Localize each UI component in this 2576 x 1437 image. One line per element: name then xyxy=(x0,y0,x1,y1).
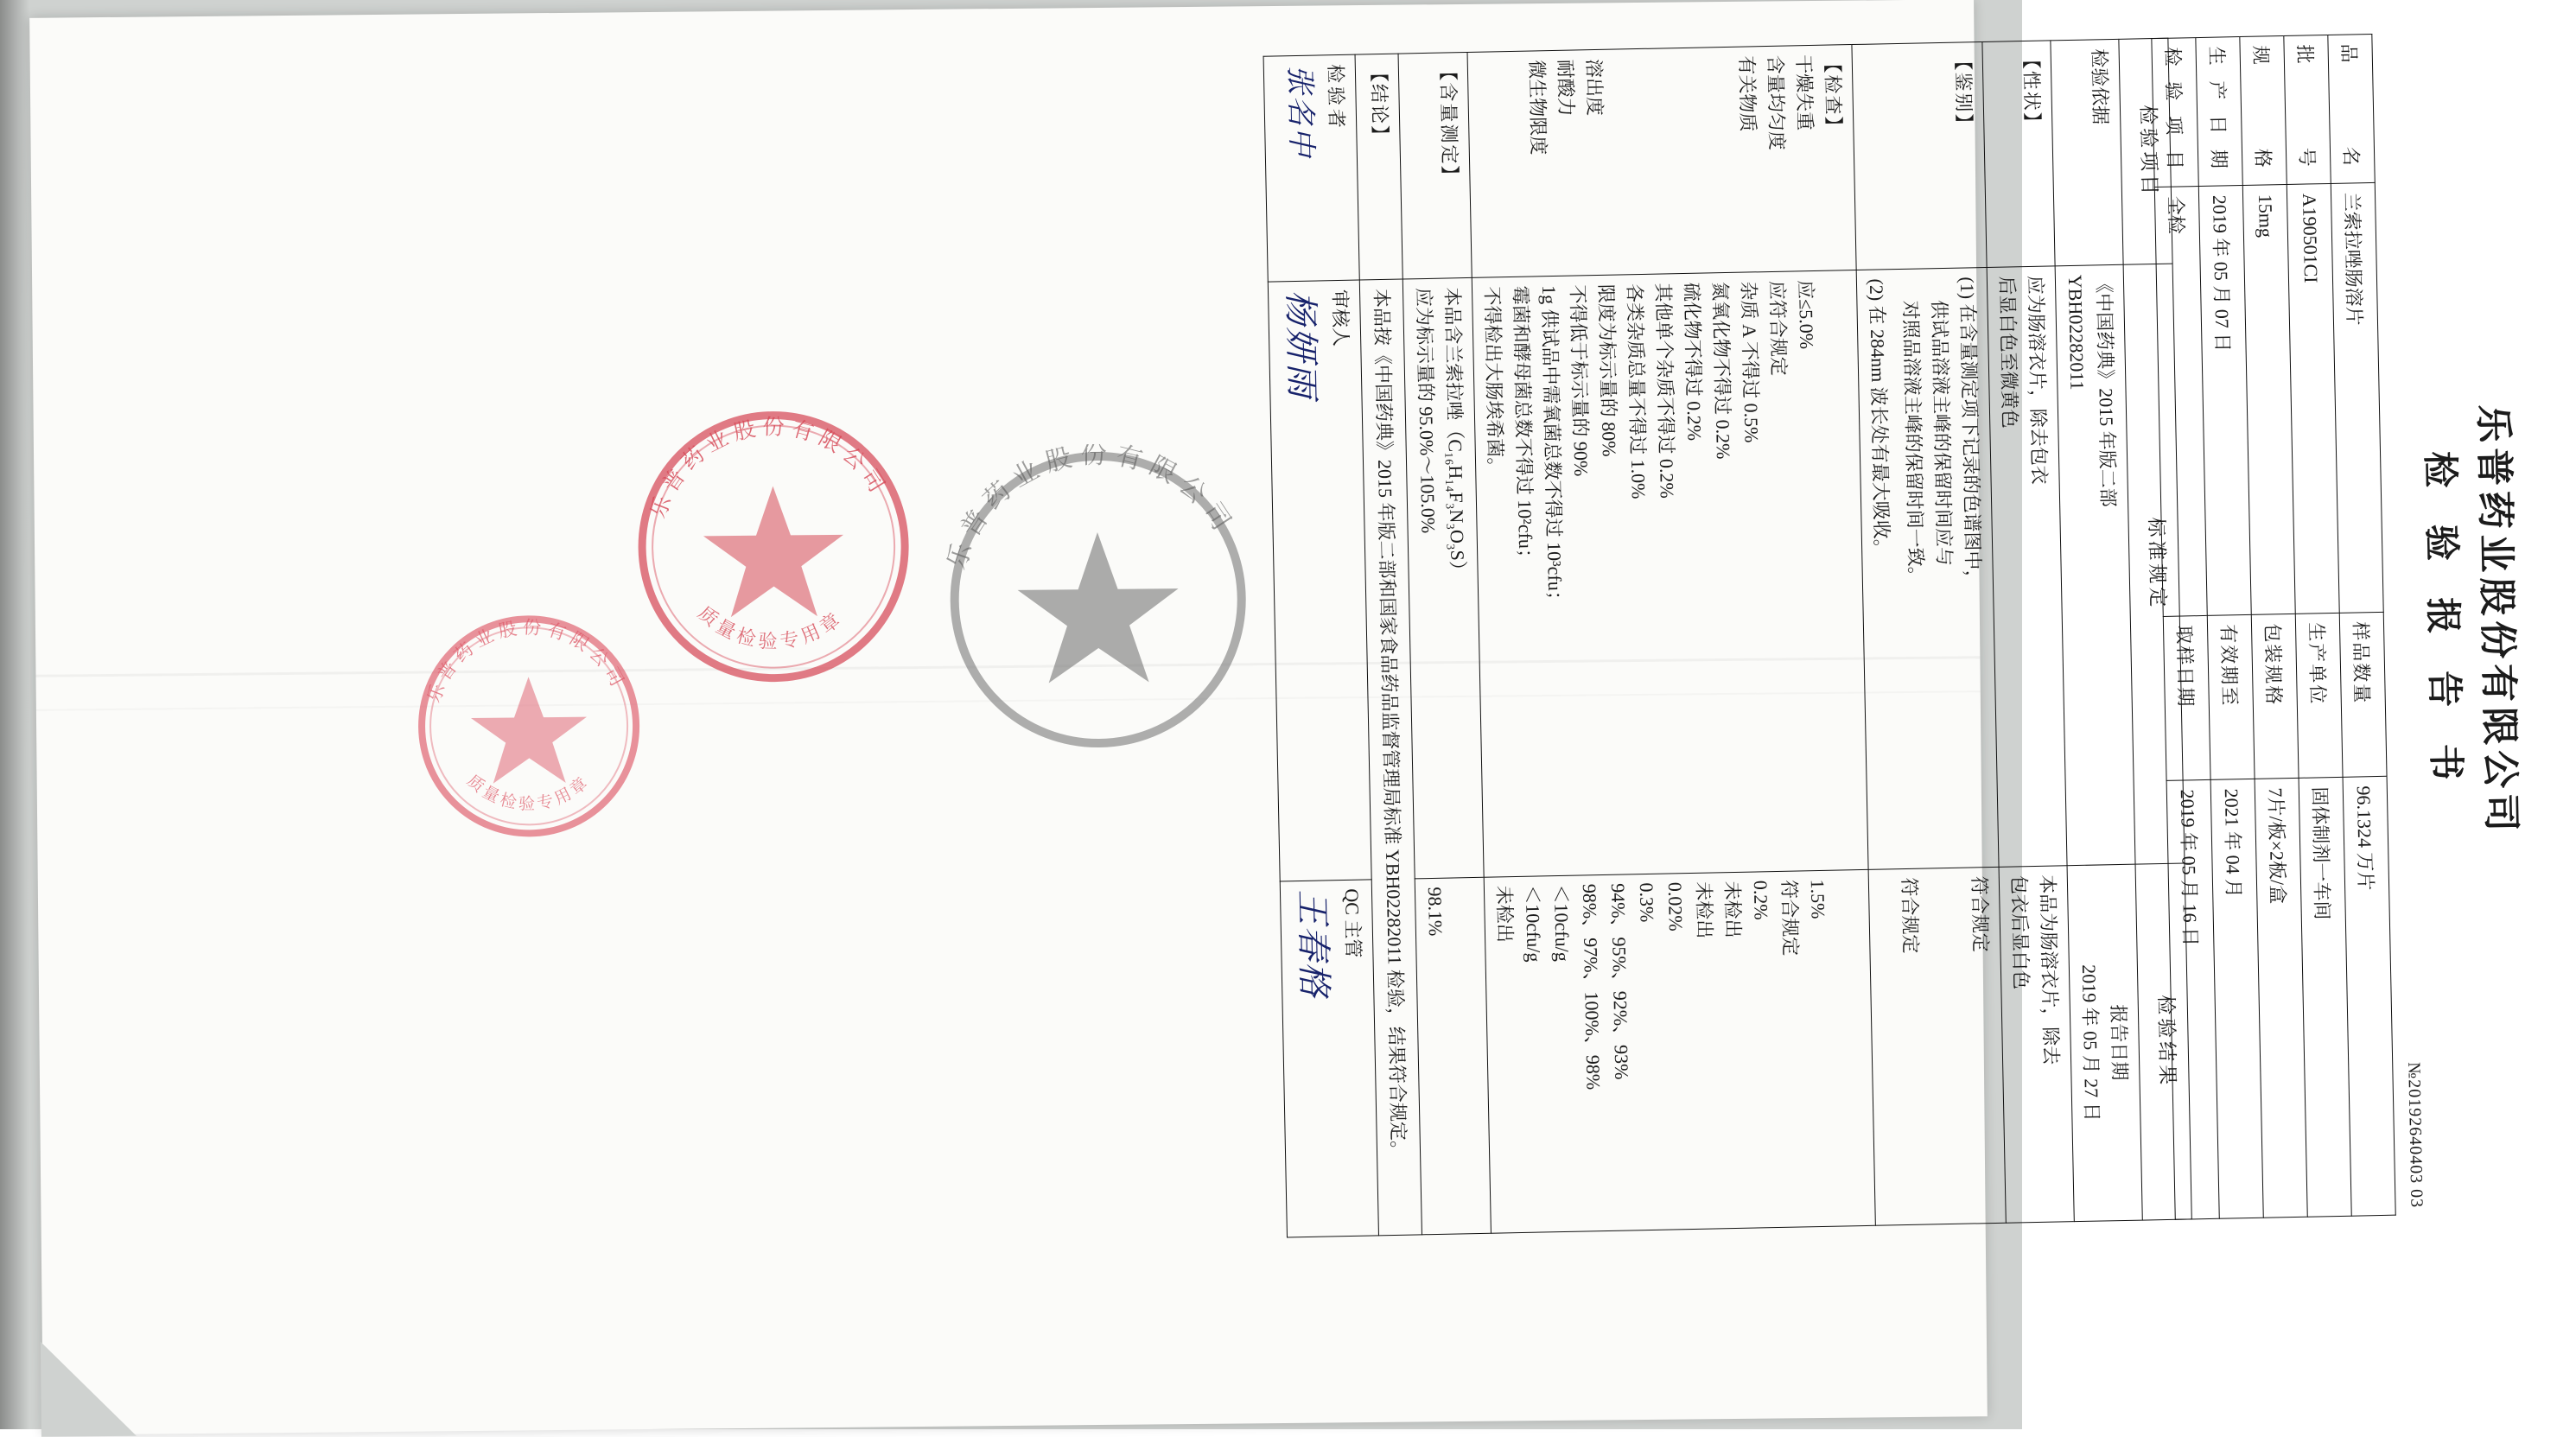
svg-text:质量检验专用章: 质量检验专用章 xyxy=(693,602,849,654)
identification-std-line-4: (2) 在 284nm 波长处有最大吸收。 xyxy=(1865,278,1893,558)
svg-text:乐普药业股份有限公司: 乐普药业股份有限公司 xyxy=(941,442,1241,574)
res-nitrogen-oxide: 未检出 xyxy=(1721,881,1745,938)
assay-result: 98.1% xyxy=(1423,887,1447,937)
table-row-identification xyxy=(1852,42,2006,1226)
inspector-signature: 张名中 xyxy=(1282,64,1319,159)
res-sulfide: 未检出 xyxy=(1692,881,1716,939)
appearance-std-line-1: 应为肠溶衣片，除去包衣 xyxy=(2024,275,2051,486)
label-producer: 生产单位 xyxy=(2295,613,2343,778)
res-content-uniformity: 符合规定 xyxy=(1778,879,1802,957)
label-test-items: 检验项目 xyxy=(2152,38,2198,188)
test-name-related-substances: 有关物质 xyxy=(1735,55,1759,132)
res-dissolution: 94%、95%、92%、93% xyxy=(1606,882,1633,1080)
res-e-coli: 未检出 xyxy=(1492,885,1517,944)
qc-label: QC 主管 xyxy=(1340,888,1364,958)
col-header-result-label: 检验结果 xyxy=(2154,994,2178,1089)
value-package-spec: 7片/板×2板/盒 xyxy=(2255,778,2307,1218)
company-seal-gray xyxy=(941,442,1255,760)
cell-appearance-standard xyxy=(1987,266,2067,867)
test-name-microbial-limit: 微生物限度 xyxy=(1525,60,1549,156)
label-specification: 规 格 xyxy=(2240,36,2287,186)
assay-std-line-2: 应为标示量的 95.0%～105.0% xyxy=(1412,287,1440,534)
seal-gray-graphic xyxy=(941,442,1255,756)
label-batch-no: 批 号 xyxy=(2284,35,2331,184)
std-e-coli: 不得检出大肠埃希菌。 xyxy=(1480,286,1507,477)
std-acid-resistance: 不得低于标示量的 90% xyxy=(1566,284,1593,477)
identification-res-line-2: 符合规定 xyxy=(1898,877,1922,954)
test-name-content-uniformity: 含量均匀度 xyxy=(1764,54,1788,151)
appearance-res-line-1: 本品为肠溶衣片，除去 xyxy=(2036,874,2063,1065)
res-mold-yeast-count: ＜10cfu/g xyxy=(1521,884,1545,963)
reviewer-label: 审核人 xyxy=(1328,289,1352,347)
col-header-item: 检验项目 xyxy=(2119,38,2172,264)
quality-inspection-seal-red xyxy=(630,403,918,695)
cell-conclusion-item: 【结论】 xyxy=(1355,54,1403,280)
svg-text:质量检验专用章: 质量检验专用章 xyxy=(463,771,595,814)
report-number: №20192640403 03 xyxy=(2404,1061,2427,1209)
label-sample-quantity: 样品数量 xyxy=(2339,612,2387,777)
test-name-acid-resistance: 耐酸力 xyxy=(1554,59,1578,117)
res-impurity-a: 0.2% xyxy=(1749,880,1772,920)
cell-reviewer xyxy=(1268,280,1371,881)
cell-basis-result xyxy=(2067,864,2142,1222)
cell-assay-item: 【含量测定】 xyxy=(1398,52,1472,279)
std-dissolution: 限度为标示量的 80% xyxy=(1594,283,1620,457)
qc-signature: 王春格 xyxy=(1291,888,1334,999)
paper-sheet xyxy=(29,0,2523,1435)
std-nitrogen-oxide: 氮氧化物不得过 0.2% xyxy=(1708,281,1735,460)
cell-conclusion-text: 本品按《中国药典》2015 年版二部和国家食品药品监督管理局标准 YBH02282011 检验，结果符合规定。 xyxy=(1359,279,1422,1236)
cell-inspector xyxy=(1263,54,1359,282)
value-producer: 固体制剂一车间 xyxy=(2299,777,2351,1217)
label-expiry-date: 有效期至 xyxy=(2207,614,2255,779)
identification-std-line-2: 供试品溶液主峰的保留时间应与 xyxy=(1928,299,1956,567)
seal-red-2-graphic xyxy=(411,608,647,844)
std-single-impurity: 其他单个杂质不得过 0.2% xyxy=(1651,283,1678,499)
value-batch-no: A190501CI xyxy=(2287,184,2339,614)
cell-appearance-result xyxy=(1999,865,2074,1223)
cell-tests-standard xyxy=(1472,270,1868,876)
basis-standard-line-1: 《中国药典》2015 年版二部 xyxy=(2092,273,2120,507)
cell-basis-standard xyxy=(2055,264,2135,865)
label-production-date: 生产日期 xyxy=(2196,37,2242,187)
report-title: 检 验 报 告 书 xyxy=(2419,450,2468,793)
reviewer-signature: 杨妍雨 xyxy=(1279,289,1322,400)
seal-red-graphic xyxy=(630,403,918,690)
res-single-impurity: 0.02% xyxy=(1663,881,1687,932)
value-production-date: 2019 年 05 月 07 日 xyxy=(2198,186,2251,616)
svg-text:乐普药业股份有限公司: 乐普药业股份有限公司 xyxy=(645,414,894,522)
value-expiry-date: 2021 年 04 月 xyxy=(2210,779,2263,1219)
identification-std-line-1: (1) 在含量测定项下记录的色谱图中， xyxy=(1956,277,1985,589)
appearance-std-line-2: 后显白色至微黄色 xyxy=(1995,276,2021,429)
label-package-spec: 包装规格 xyxy=(2251,614,2299,779)
cell-identification-standard xyxy=(1856,267,1999,868)
std-aerobic-count: 1g 供试品中需氧菌总数不得过 10³cfu； xyxy=(1537,284,1567,610)
res-acid-resistance: 98%、97%、100%、98% xyxy=(1578,883,1605,1090)
res-aerobic-count: ＜10cfu/g xyxy=(1549,884,1574,962)
cell-assay-result xyxy=(1415,877,1491,1235)
value-sampling-date: 2019 年 05 月 16 日 xyxy=(2166,780,2219,1220)
report-date-value: 2019 年 05 月 27 日 xyxy=(2077,963,2103,1122)
identification-std-line-3: 对照品溶液主峰的保留时间一致。 xyxy=(1899,300,1928,586)
test-name-dissolution: 溶出度 xyxy=(1582,58,1606,117)
res-total-impurity: 0.3% xyxy=(1635,882,1658,923)
value-product-name: 兰索拉唑肠溶片 xyxy=(2331,183,2383,614)
svg-text:乐普药业股份有限公司: 乐普药业股份有限公司 xyxy=(423,616,631,706)
identification-res-line-1: 符合规定 xyxy=(1968,875,1992,953)
std-content-uniformity: 应符合规定 xyxy=(1765,280,1790,377)
std-impurity-a: 杂质 A 不得过 0.5% xyxy=(1737,281,1763,443)
results-table xyxy=(1263,38,2192,1238)
assay-std-line-1: 本品含兰索拉唑（C₁₆H₁₄F₃N₃O₃S） xyxy=(1441,287,1469,581)
cell-identification-item: 【鉴别】 xyxy=(1852,42,1987,270)
cell-appearance-item: 【性状】 xyxy=(1982,41,2055,268)
label-product-name: 品 名 xyxy=(2328,34,2375,183)
value-test-items: 全检 xyxy=(2154,187,2207,617)
cell-tests-item xyxy=(1467,45,1856,278)
test-name-loss-on-drying: 干燥失重 xyxy=(1792,54,1816,131)
label-sampling-date: 取样日期 xyxy=(2163,615,2210,780)
quality-inspection-seal-red-2 xyxy=(411,608,647,849)
report-date-label: 报告日期 xyxy=(2107,1004,2131,1081)
cell-basis-item: 检验依据 xyxy=(2051,39,2123,266)
cell-identification-result xyxy=(1868,867,2006,1225)
std-total-impurity: 各类杂质总量不得过 1.0% xyxy=(1623,283,1650,499)
col-header-standard: 标准规定 xyxy=(2123,264,2185,864)
inspector-label: 检验者 xyxy=(1324,63,1347,132)
cell-tests-result xyxy=(1484,869,1875,1233)
company-name: 乐普药业股份有限公司 xyxy=(2470,404,2523,837)
cell-qc-manager xyxy=(1280,879,1378,1237)
value-sample-quantity: 96.1324 万片 xyxy=(2343,776,2395,1216)
appearance-res-line-2: 包衣后显白色 xyxy=(2007,874,2032,990)
col-header-result xyxy=(2135,863,2191,1221)
table-row-tests xyxy=(1467,45,1875,1234)
tests-section-label: 【检查】 xyxy=(1821,54,1845,137)
cell-assay-standard xyxy=(1402,277,1484,878)
res-loss-on-drying: 1.5% xyxy=(1806,879,1829,919)
std-mold-yeast-count: 霉菌和酵母菌总数不得过 10²cfu； xyxy=(1509,285,1537,569)
value-specification: 15mg xyxy=(2242,185,2295,615)
std-loss-on-drying: 应≤5.0% xyxy=(1794,279,1818,350)
scan-edge-shadow xyxy=(0,0,29,1429)
std-sulfide: 硫化物不得过 0.2% xyxy=(1680,282,1706,442)
basis-standard-line-2: YBH02282011 xyxy=(2064,274,2089,391)
